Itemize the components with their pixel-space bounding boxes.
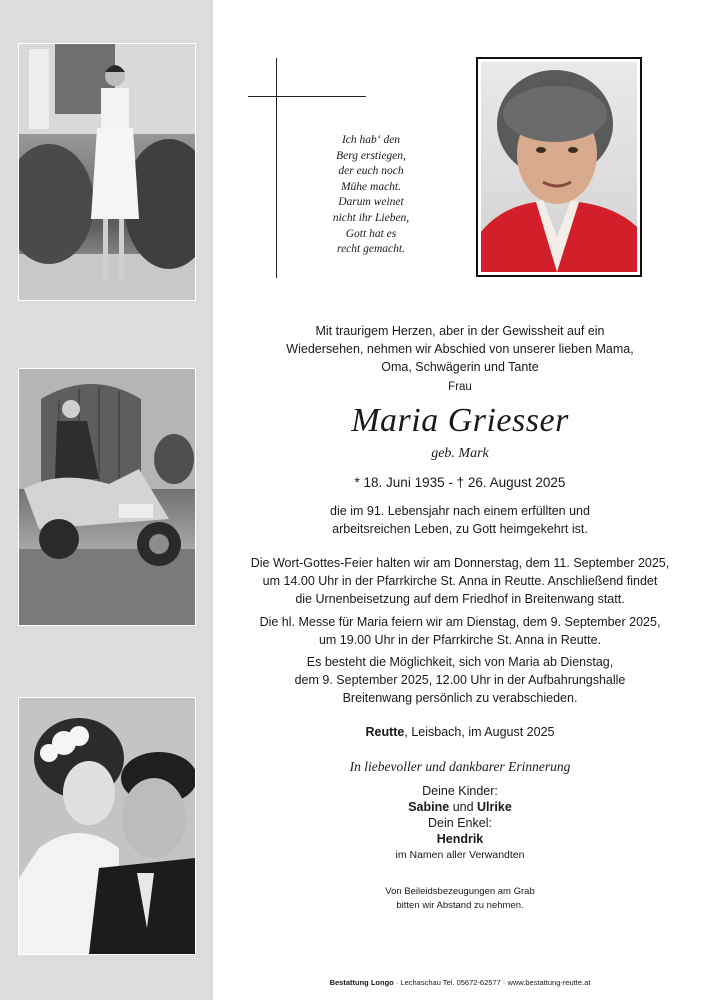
intro-line: Oma, Schwägerin und Tante <box>381 360 539 374</box>
grandchild-name-text: Hendrik <box>436 832 484 846</box>
relatives-line: im Namen aller Verwandten <box>395 849 525 861</box>
poem-line: recht gemacht. <box>337 243 405 256</box>
poem-line: Berg erstiegen, <box>336 149 406 162</box>
place-town: Reutte <box>365 725 405 739</box>
children-label: Deine Kinder: <box>422 784 498 798</box>
farewell-line: dem 9. September 2025, 12.00 Uhr in der Aufbahrungshalle <box>294 673 626 687</box>
service-line: um 14.00 Uhr in der Pfarrkirche St. Anna in Reutte. Anschließend findet <box>262 574 658 588</box>
grandchild-label: Dein Enkel: <box>428 816 492 830</box>
intro-line: Mit traurigem Herzen, aber in der Gewissheit auf ein <box>315 324 605 338</box>
poem-line: Gott hat es <box>345 227 397 240</box>
farewell-line: Breitenwang persönlich zu verabschieden. <box>342 691 578 705</box>
poem-line: Mühe macht. <box>340 180 402 193</box>
note-line: Von Beileidsbezeugungen am Grab <box>385 886 535 897</box>
born-name: geb. Mark <box>431 446 489 461</box>
life-line: die im 91. Lebensjahr nach einem erfüllten und <box>330 504 590 518</box>
poem-line: Ich hab‘ den <box>341 134 401 146</box>
photo-woman-on-scooter <box>18 368 196 626</box>
cross-icon-bar <box>248 96 366 97</box>
place-date <box>213 725 707 739</box>
poem <box>296 133 446 258</box>
poem-line: nicht ihr Lieben, <box>332 211 410 224</box>
deceased-name: Maria Griesser <box>351 402 569 439</box>
photo-young-woman-standing <box>18 43 196 301</box>
service-line: Die Wort-Gottes-Feier halten wir am Donnerstag, dem 11. September 2025, <box>250 556 670 570</box>
mass-line: um 19.00 Uhr in der Pfarrkirche St. Anna in Reutte. <box>318 633 602 647</box>
poem-line: der euch noch <box>338 165 404 178</box>
life-line: arbeitsreichen Leben, zu Gott heimgekehrt ist. <box>332 522 588 536</box>
cross-icon <box>276 58 277 278</box>
and-text: und <box>449 800 478 814</box>
service-line: die Urnenbeisetzung auf dem Friedhof in Breitenwang statt. <box>295 592 625 606</box>
memory-line: In liebevoller und dankbarer Erinnerung <box>349 759 571 774</box>
note-line: bitten wir Abstand zu nehmen. <box>396 900 524 911</box>
title-frau: Frau <box>448 381 472 393</box>
photo-wedding-couple <box>18 697 196 955</box>
farewell-line: Es besteht die Möglichkeit, sich von Maria ab Dienstag, <box>306 655 614 669</box>
footer-company: Bestattung Longo <box>329 978 394 987</box>
intro-line: Wiedersehen, nehmen wir Abschied von unserer lieben Mama, <box>286 342 634 356</box>
grandchild-name <box>213 832 707 846</box>
mass-line: Die hl. Messe für Maria feiern wir am Dienstag, dem 9. September 2025, <box>259 615 661 629</box>
poem-line: Darum weinet <box>338 196 404 209</box>
portrait-photo <box>476 57 642 277</box>
children-names <box>213 800 707 814</box>
child-name: Ulrike <box>477 800 512 814</box>
footer <box>213 978 707 987</box>
footer-details: · Lechaschau Tel. 05672-62577 · www.bestattung-reutte.at <box>393 978 591 987</box>
place-rest: , Leisbach, im August 2025 <box>404 725 555 739</box>
child-name: Sabine <box>408 800 450 814</box>
life-dates: * 18. Juni 1935 - † 26. August 2025 <box>354 475 566 490</box>
